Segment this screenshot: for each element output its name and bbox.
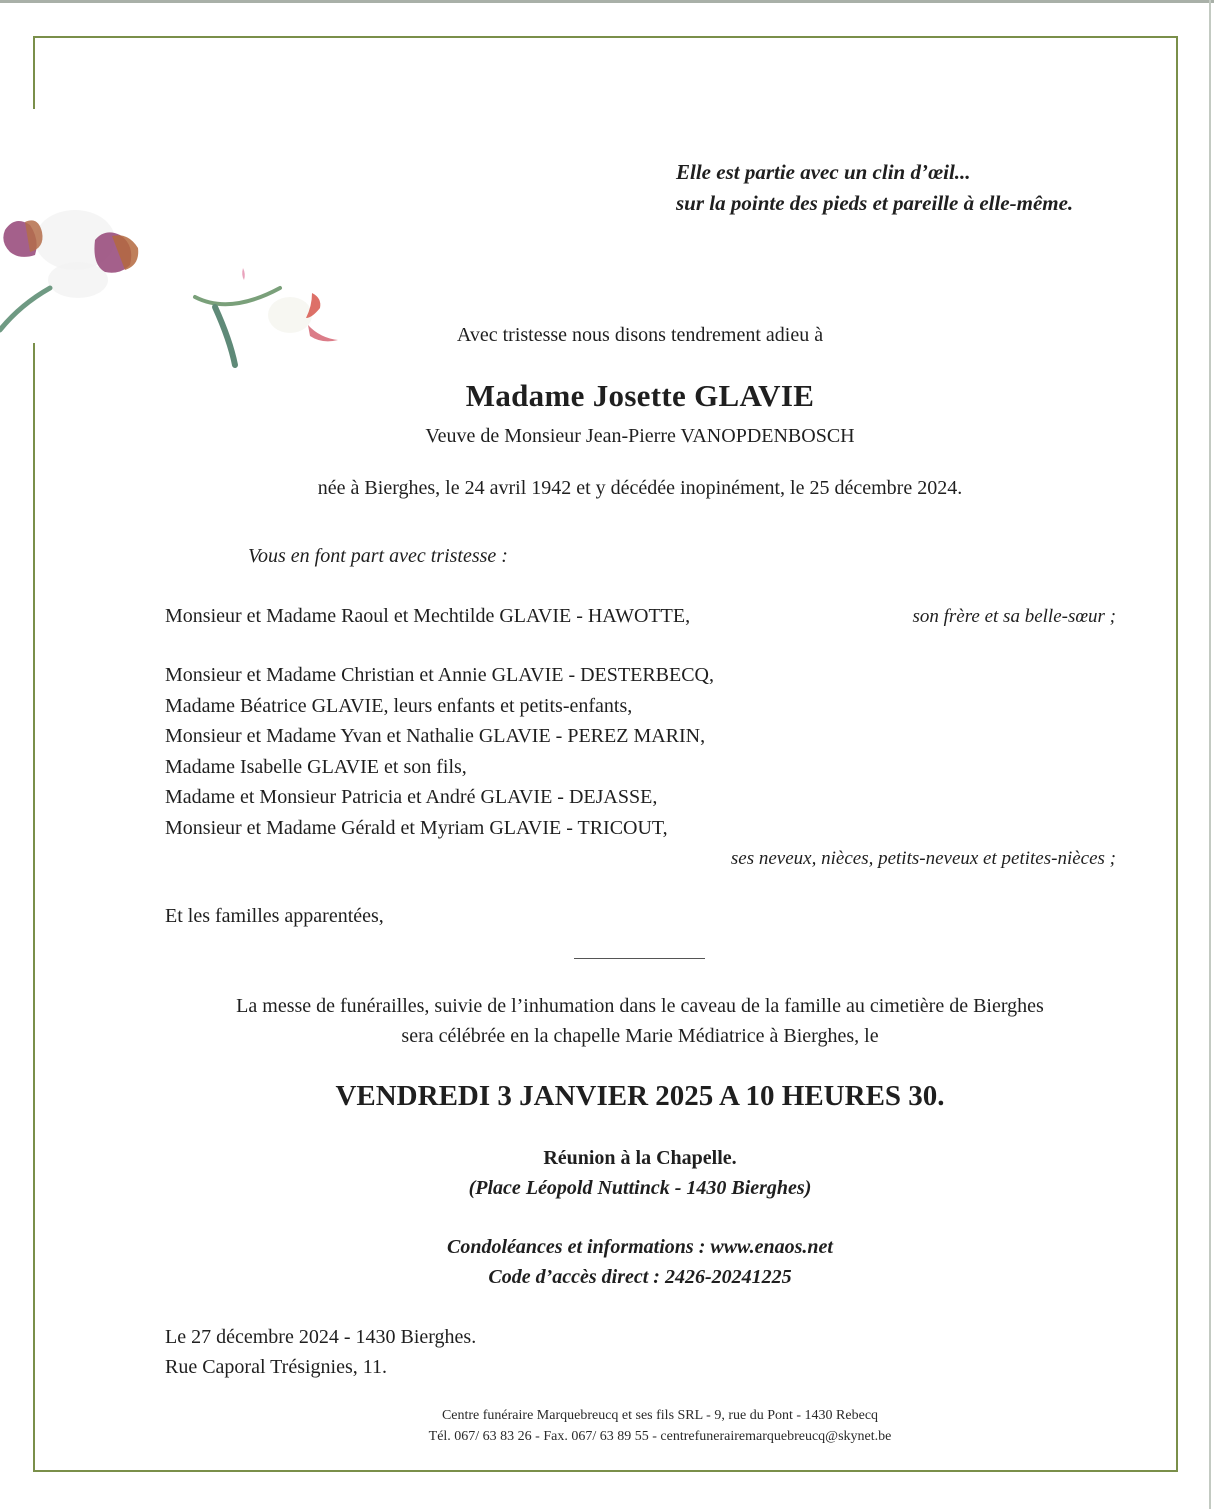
announcement: Vous en font part avec tristesse :: [248, 545, 508, 567]
ceremony-text: [160, 991, 1120, 1051]
ceremony-datetime: VENDREDI 3 JANVIER 2025 A 10 HEURES 30.: [335, 1080, 945, 1112]
meeting-place: Réunion à la Chapelle.: [543, 1147, 737, 1169]
meeting-block: [160, 1143, 1120, 1203]
frame-border-left-upper: [33, 36, 35, 109]
epigraph-line-2: sur la pointe des pieds et pareille à elle-même.: [676, 191, 1074, 215]
orchid-stem-right: [195, 288, 280, 304]
ceremony-line-2: sera célébrée en la chapelle Marie Médiatrice à Bierghes, le: [401, 1025, 879, 1047]
frame-border-bottom: [33, 1470, 1178, 1472]
orchid-stem-left: [0, 288, 50, 330]
place-date-line-2: Rue Caporal Trésignies, 11.: [165, 1356, 388, 1378]
frame-border-left-lower: [33, 343, 35, 1472]
scan-edge-top: [0, 0, 1214, 3]
nephews-relation: ses neveux, nièces, petits-neveux et petites-nièces ;: [730, 848, 1116, 869]
frame-border-top: [33, 36, 1178, 38]
ceremony-line-1: La messe de funérailles, suivie de l’inhumation dans le caveau de la famille au cimetière de Bierghes: [236, 995, 1044, 1017]
list-item: Monsieur et Madame Yvan et Nathalie GLAVIE - PEREZ MARIN,: [165, 725, 706, 747]
list-item: Madame et Monsieur Patricia et André GLAVIE - DEJASSE,: [165, 786, 658, 808]
nephews-list: [165, 660, 714, 843]
list-item: Madame Béatrice GLAVIE, leurs enfants et petits-enfants,: [165, 694, 633, 717]
list-item: Monsieur et Madame Gérald et Myriam GLAVIE - TRICOUT,: [165, 816, 668, 839]
frame-border-right: [1176, 36, 1178, 1472]
sibling-relation: son frère et sa belle-sœur ;: [912, 606, 1116, 627]
sibling-names: Monsieur et Madame Raoul et Mechtilde GLAVIE - HAWOTTE,: [165, 605, 691, 627]
epigraph: [676, 157, 1073, 219]
epigraph-line-1: Elle est partie avec un clin d’œil...: [676, 160, 971, 184]
funeral-home-footer: [300, 1405, 1020, 1447]
scan-edge-right: [1209, 0, 1211, 1509]
deceased-name: Madame Josette GLAVIE: [465, 378, 815, 413]
footer-line-1: Centre funéraire Marquebreucq et ses fils SRL - 9, rue du Pont - 1430 Rebecq: [441, 1408, 879, 1423]
section-divider: [574, 958, 705, 959]
place-date: [165, 1322, 476, 1382]
meeting-address: (Place Léopold Nuttinck - 1430 Bierghes): [468, 1177, 812, 1199]
condolences-link[interactable]: Condoléances et informations : www.enaos.net: [447, 1236, 833, 1258]
orchid-decoration: [0, 180, 360, 380]
list-item: Monsieur et Madame Christian et Annie GLAVIE - DESTERBECQ,: [165, 664, 715, 686]
intro-text: Avec tristesse nous disons tendrement adieu à: [456, 324, 824, 346]
orchid-petal-mid: [48, 262, 108, 298]
footer-line-2: Tél. 067/ 63 83 26 - Fax. 067/ 63 89 55 - centrefunerairemarquebreucq@skynet.be: [428, 1429, 892, 1444]
place-date-line-1: Le 27 décembre 2024 - 1430 Bierghes.: [165, 1326, 477, 1348]
condolences-block: [160, 1232, 1120, 1292]
widow-of: Veuve de Monsieur Jean-Pierre VANOPDENBOSCH: [425, 425, 855, 447]
list-item: Madame Isabelle GLAVIE et son fils,: [165, 755, 467, 778]
birth-death-dates: née à Bierghes, le 24 avril 1942 et y décédée inopinément, le 25 décembre 2024.: [317, 477, 963, 499]
access-code: Code d’accès direct : 2426-20241225: [488, 1266, 792, 1288]
other-families: Et les familles apparentées,: [165, 905, 384, 927]
